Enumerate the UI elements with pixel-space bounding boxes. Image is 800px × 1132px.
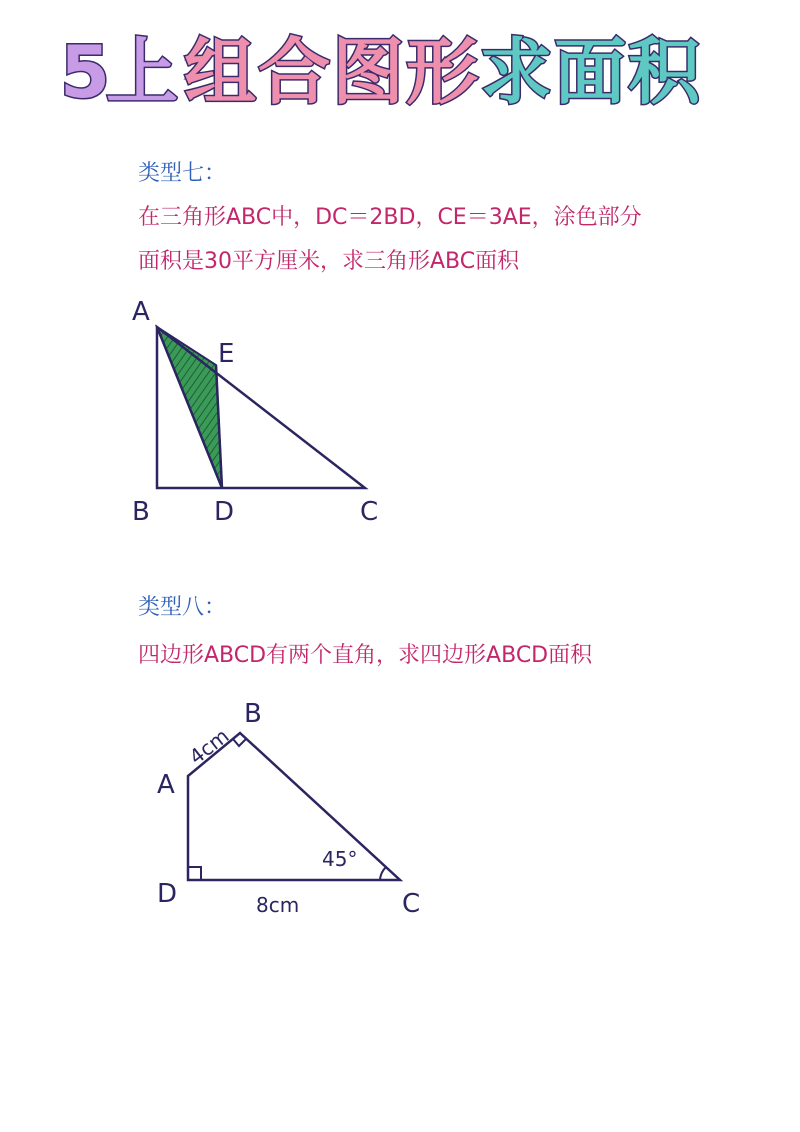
right-angle-mark-b xyxy=(233,739,246,746)
label-quad-b: B xyxy=(244,699,262,729)
measure-ab: 4cm xyxy=(184,723,234,770)
label-point-c: C xyxy=(360,497,379,527)
measure-dc: 8cm xyxy=(256,893,300,917)
section8-problem xyxy=(138,634,738,678)
label-quad-a: A xyxy=(157,770,175,800)
label-point-d: D xyxy=(214,497,235,527)
angle-c-value: 45° xyxy=(322,847,358,871)
section7-heading: 类型七： xyxy=(138,161,227,186)
label-quad-d: D xyxy=(157,879,178,909)
title-part-goal: 求面积 xyxy=(480,30,703,114)
right-angle-mark-d xyxy=(188,867,201,880)
section7-problem-line1: 在三角形ABC中，DC＝2BD，CE＝3AE，涂色部分 xyxy=(138,205,642,230)
quadrilateral-abcd xyxy=(188,733,400,880)
title-part-topic: 组合图形 xyxy=(184,30,481,114)
label-quad-c: C xyxy=(402,889,421,919)
label-point-e: E xyxy=(218,339,235,369)
label-point-a: A xyxy=(132,297,150,327)
section8-problem-line1: 四边形ABCD有两个直角，求四边形ABCD面积 xyxy=(138,643,593,668)
label-point-b: B xyxy=(132,497,150,527)
section7-problem-line2: 面积是30平方厘米，求三角形ABC面积 xyxy=(138,249,520,274)
section8-heading: 类型八： xyxy=(138,595,227,620)
angle-arc-c xyxy=(380,867,386,880)
title-part-grade: 5上 xyxy=(60,30,175,114)
